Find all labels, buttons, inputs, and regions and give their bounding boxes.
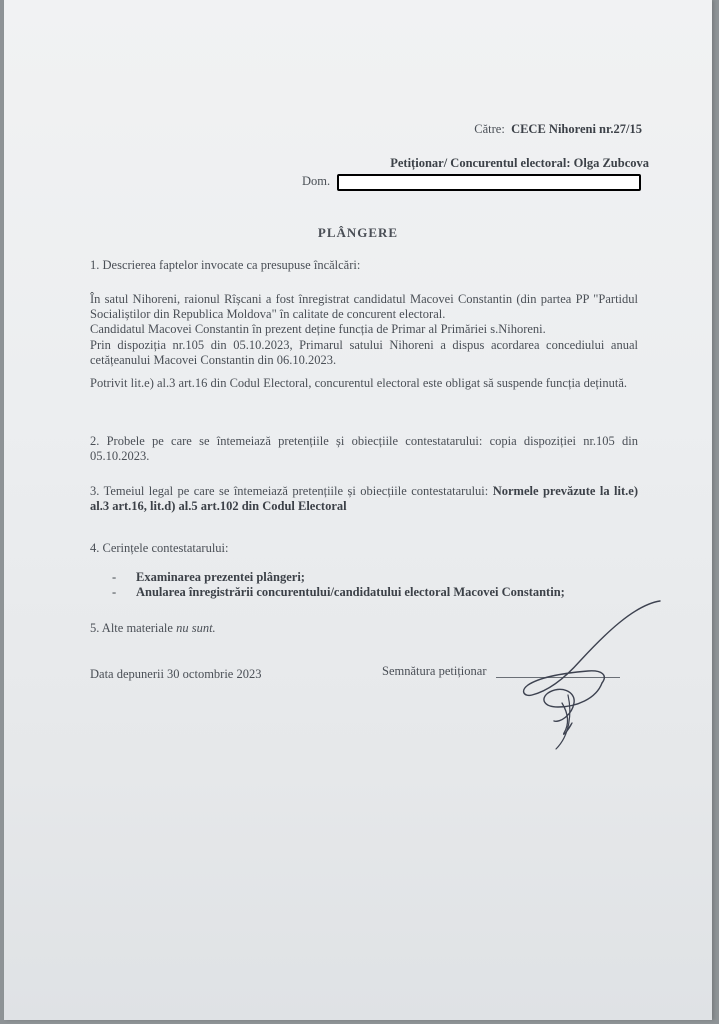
section1-paragraph-1: În satul Nihoreni, raionul Rîșcani a fost înregistrat candidatul Macovei Constantin (din partea PP "Partidul Socialiștilor din Republica Moldova" în calitate de concurent electoral. bbox=[90, 292, 638, 321]
requirement-item: - Examinarea prezentei plângeri; bbox=[112, 570, 565, 585]
addressee-label: Către: bbox=[474, 122, 505, 136]
section4-heading: 4. Cerințele contestatarului: bbox=[90, 541, 229, 555]
document-page bbox=[4, 0, 712, 1020]
section5-prefix: 5. Alte materiale bbox=[90, 621, 173, 635]
section1-heading: 1. Descrierea faptelor invocate ca presupuse încălcări: bbox=[90, 258, 361, 272]
handwritten-signature bbox=[484, 595, 684, 755]
section1-paragraph-3: Prin dispoziția nr.105 din 05.10.2023, Primarul satului Nihoreni a dispus acordarea concediului anual cetățeanului Macovei Constantin din 06.10.2023. bbox=[90, 338, 638, 367]
filing-date: Data depunerii 30 octombrie 2023 bbox=[90, 667, 262, 681]
petitioner-line: Petiționar/ Concurentul electoral: Olga Zubcova bbox=[390, 156, 649, 170]
addressee-line bbox=[474, 122, 642, 137]
section3-legal-basis: Normele prevăzute la lit.e) al.3 art.16, lit.d) al.5 art.102 din Codul Electoral bbox=[90, 484, 639, 513]
addressee-value: CECE Nihoreni nr.27/15 bbox=[511, 122, 642, 136]
domicile-label: Dom. bbox=[302, 174, 331, 188]
requirement-item: - Anularea înregistrării concurentului/candidatului electoral Macovei Constantin; bbox=[112, 585, 565, 600]
section5-value: nu sunt. bbox=[176, 621, 216, 635]
section1-paragraph-4: Potrivit lit.e) al.3 art.16 din Codul Electoral, concurentul electoral este obligat să suspende funcția deținută. bbox=[90, 376, 627, 390]
document-title: PLÂNGERE bbox=[317, 225, 399, 240]
section1-paragraph-2: Candidatul Macovei Constantin în prezent deține funcția de Primar al Primăriei s.Nihoreni. bbox=[90, 322, 546, 336]
section3-prefix: 3. Temeiul legal pe care se întemeiază pretențiile și obiecțiile contestatarului: bbox=[90, 484, 489, 498]
section2-paragraph: 2. Probele pe care se întemeiază pretențiile și obiecțiile contestatarului: copia dispoziției nr.105 din 05.10.2023. bbox=[90, 434, 638, 463]
section3-paragraph bbox=[90, 484, 638, 514]
redacted-address-box bbox=[337, 174, 641, 191]
signature-label: Semnătura petiționar bbox=[382, 664, 487, 678]
